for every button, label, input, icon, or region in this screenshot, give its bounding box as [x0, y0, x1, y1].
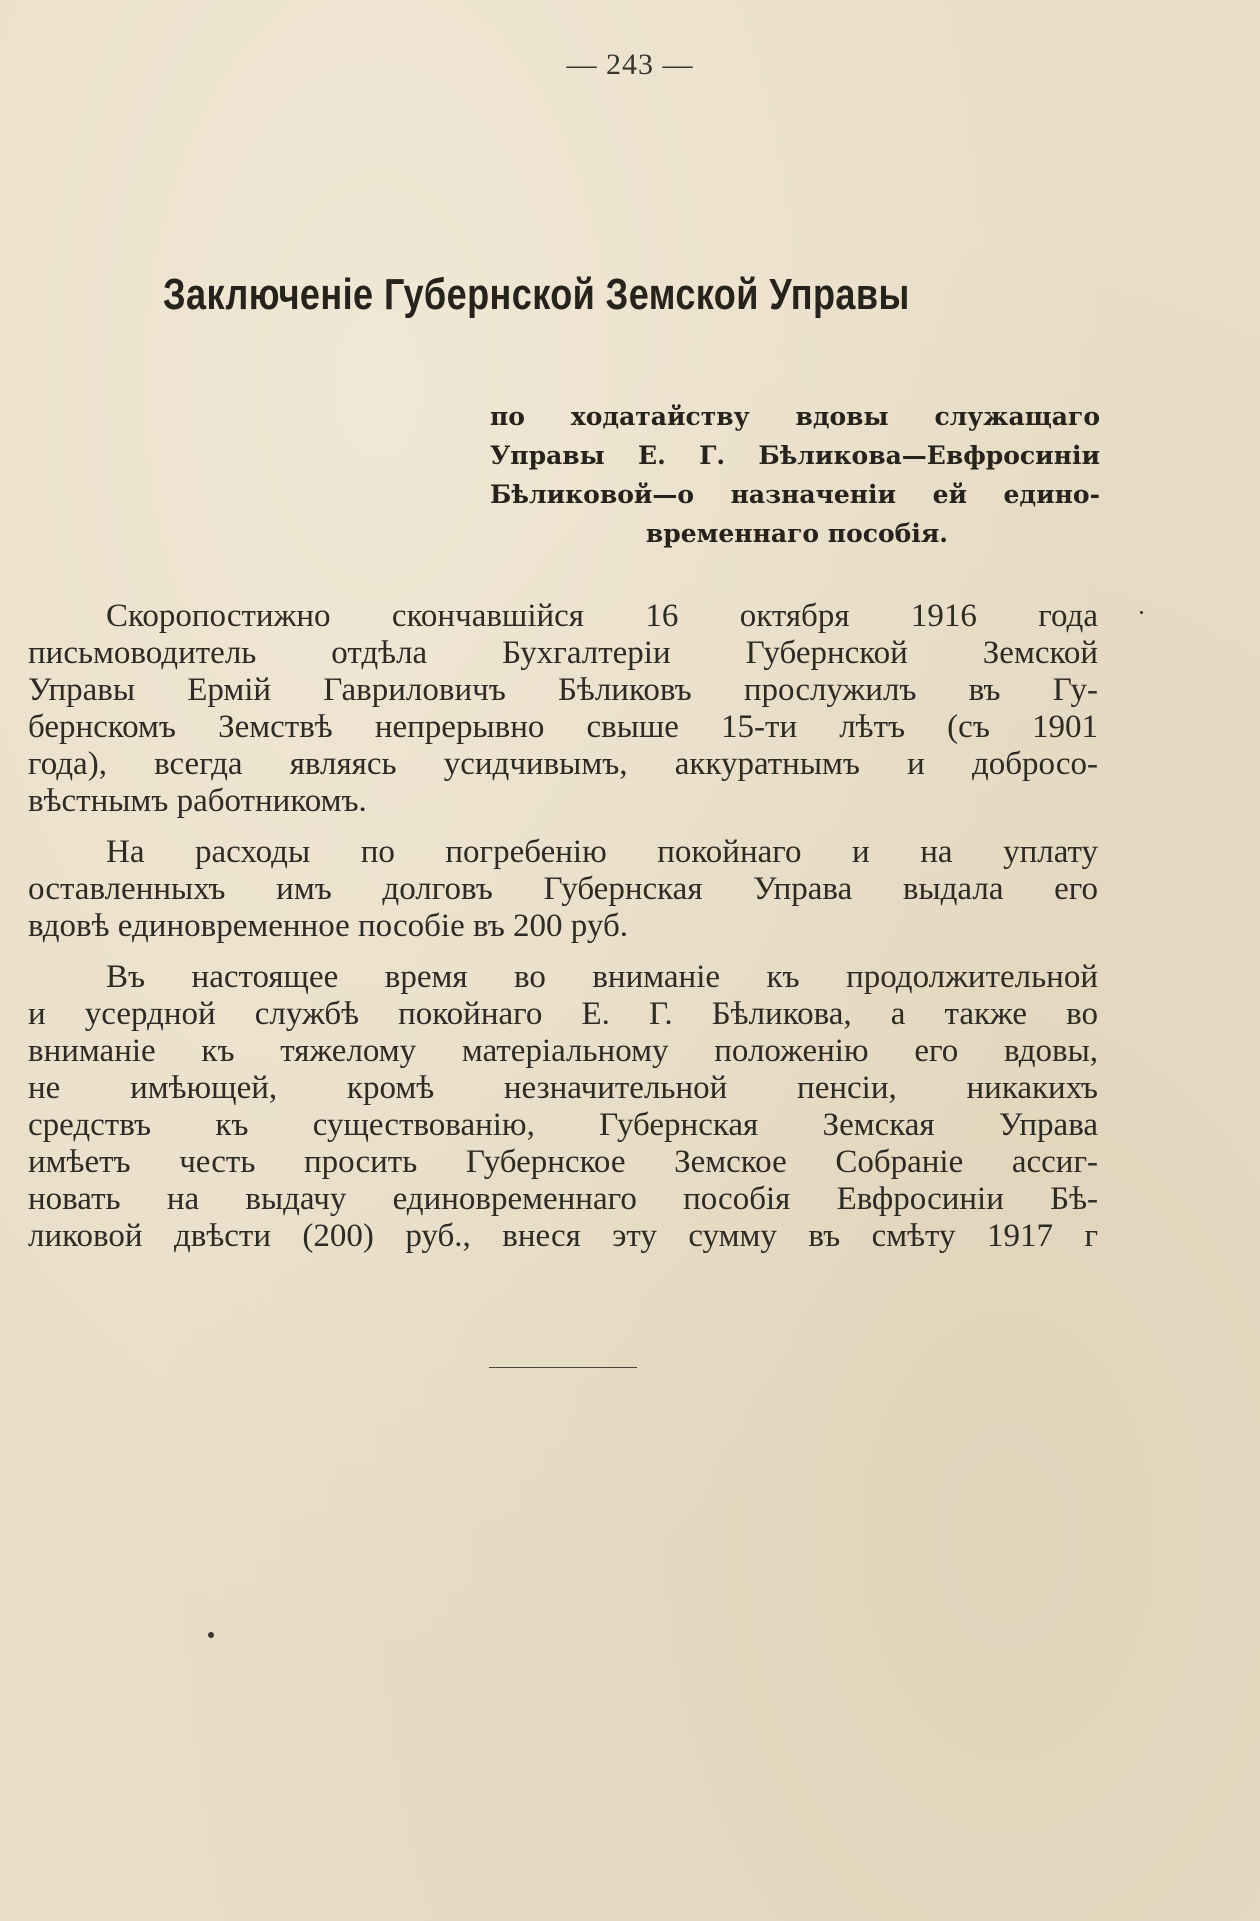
- paragraph-line: На расходы по погребенію покойнаго и на уплату: [106, 834, 1098, 870]
- ink-speck: [1140, 611, 1143, 614]
- paragraph-1: [28, 598, 1098, 820]
- paragraph-line: и усердной службѣ покойнаго Е. Г. Бѣликова, а также во: [28, 996, 1098, 1032]
- subtitle-line: Управы Е. Г. Бѣликова—Евфросиніи: [490, 441, 1100, 470]
- subtitle-line: временнаго пособія.: [645, 519, 948, 548]
- paragraph-3: [28, 959, 1098, 1255]
- paragraph-2: [28, 834, 1098, 945]
- paragraph-line: бернскомъ Земствѣ непрерывно свыше 15-ти лѣтъ (съ 1901: [28, 709, 1098, 745]
- page-number: — 243 —: [566, 48, 694, 81]
- paragraph-line: ликовой двѣсти (200) руб., внеся эту сумму въ смѣту 1917 г: [28, 1218, 1098, 1254]
- subtitle-line: Бѣликовой—о назначеніи ей едино-: [490, 480, 1100, 509]
- paragraph-line: вниманіе къ тяжелому матеріальному положенію его вдовы,: [28, 1033, 1098, 1069]
- paragraph-line: новать на выдачу единовременнаго пособія Евфросиніи Бѣ-: [28, 1181, 1098, 1217]
- paragraph-line: письмоводитель отдѣла Бухгалтеріи Губернской Земской: [28, 635, 1098, 671]
- paragraph-line: средствъ къ существованію, Губернская Земская Управа: [28, 1107, 1098, 1143]
- paragraph-line: Управы Ермій Гавриловичъ Бѣликовъ прослужилъ въ Гу-: [28, 672, 1098, 708]
- paragraph-line: года), всегда являясь усидчивымъ, аккуратнымъ и добросо-: [28, 746, 1098, 782]
- section-divider: [489, 1367, 637, 1368]
- document-heading: Заключеніе Губернской Земской Управы: [163, 270, 910, 319]
- paragraph-line: вдовѣ единовременное пособіе въ 200 руб.: [28, 908, 628, 944]
- document-body: [28, 598, 1098, 1269]
- paragraph-line: Въ настоящее время во вниманіе къ продолжительной: [106, 959, 1098, 995]
- ink-speck: [208, 1632, 214, 1638]
- paragraph-line: вѣстнымъ работникомъ.: [28, 783, 367, 819]
- paragraph-line: Скоропостижно скончавшійся 16 октября 1916 года: [106, 598, 1098, 634]
- document-subtitle: [490, 397, 1100, 553]
- paragraph-line: оставленныхъ имъ долговъ Губернская Управа выдала его: [28, 871, 1098, 907]
- paragraph-line: не имѣющей, кромѣ незначительной пенсіи, никакихъ: [28, 1070, 1098, 1106]
- paragraph-line: имѣетъ честь просить Губернское Земское Собраніе ассиг-: [28, 1144, 1098, 1180]
- subtitle-line: по ходатайству вдовы служащаго: [490, 402, 1100, 431]
